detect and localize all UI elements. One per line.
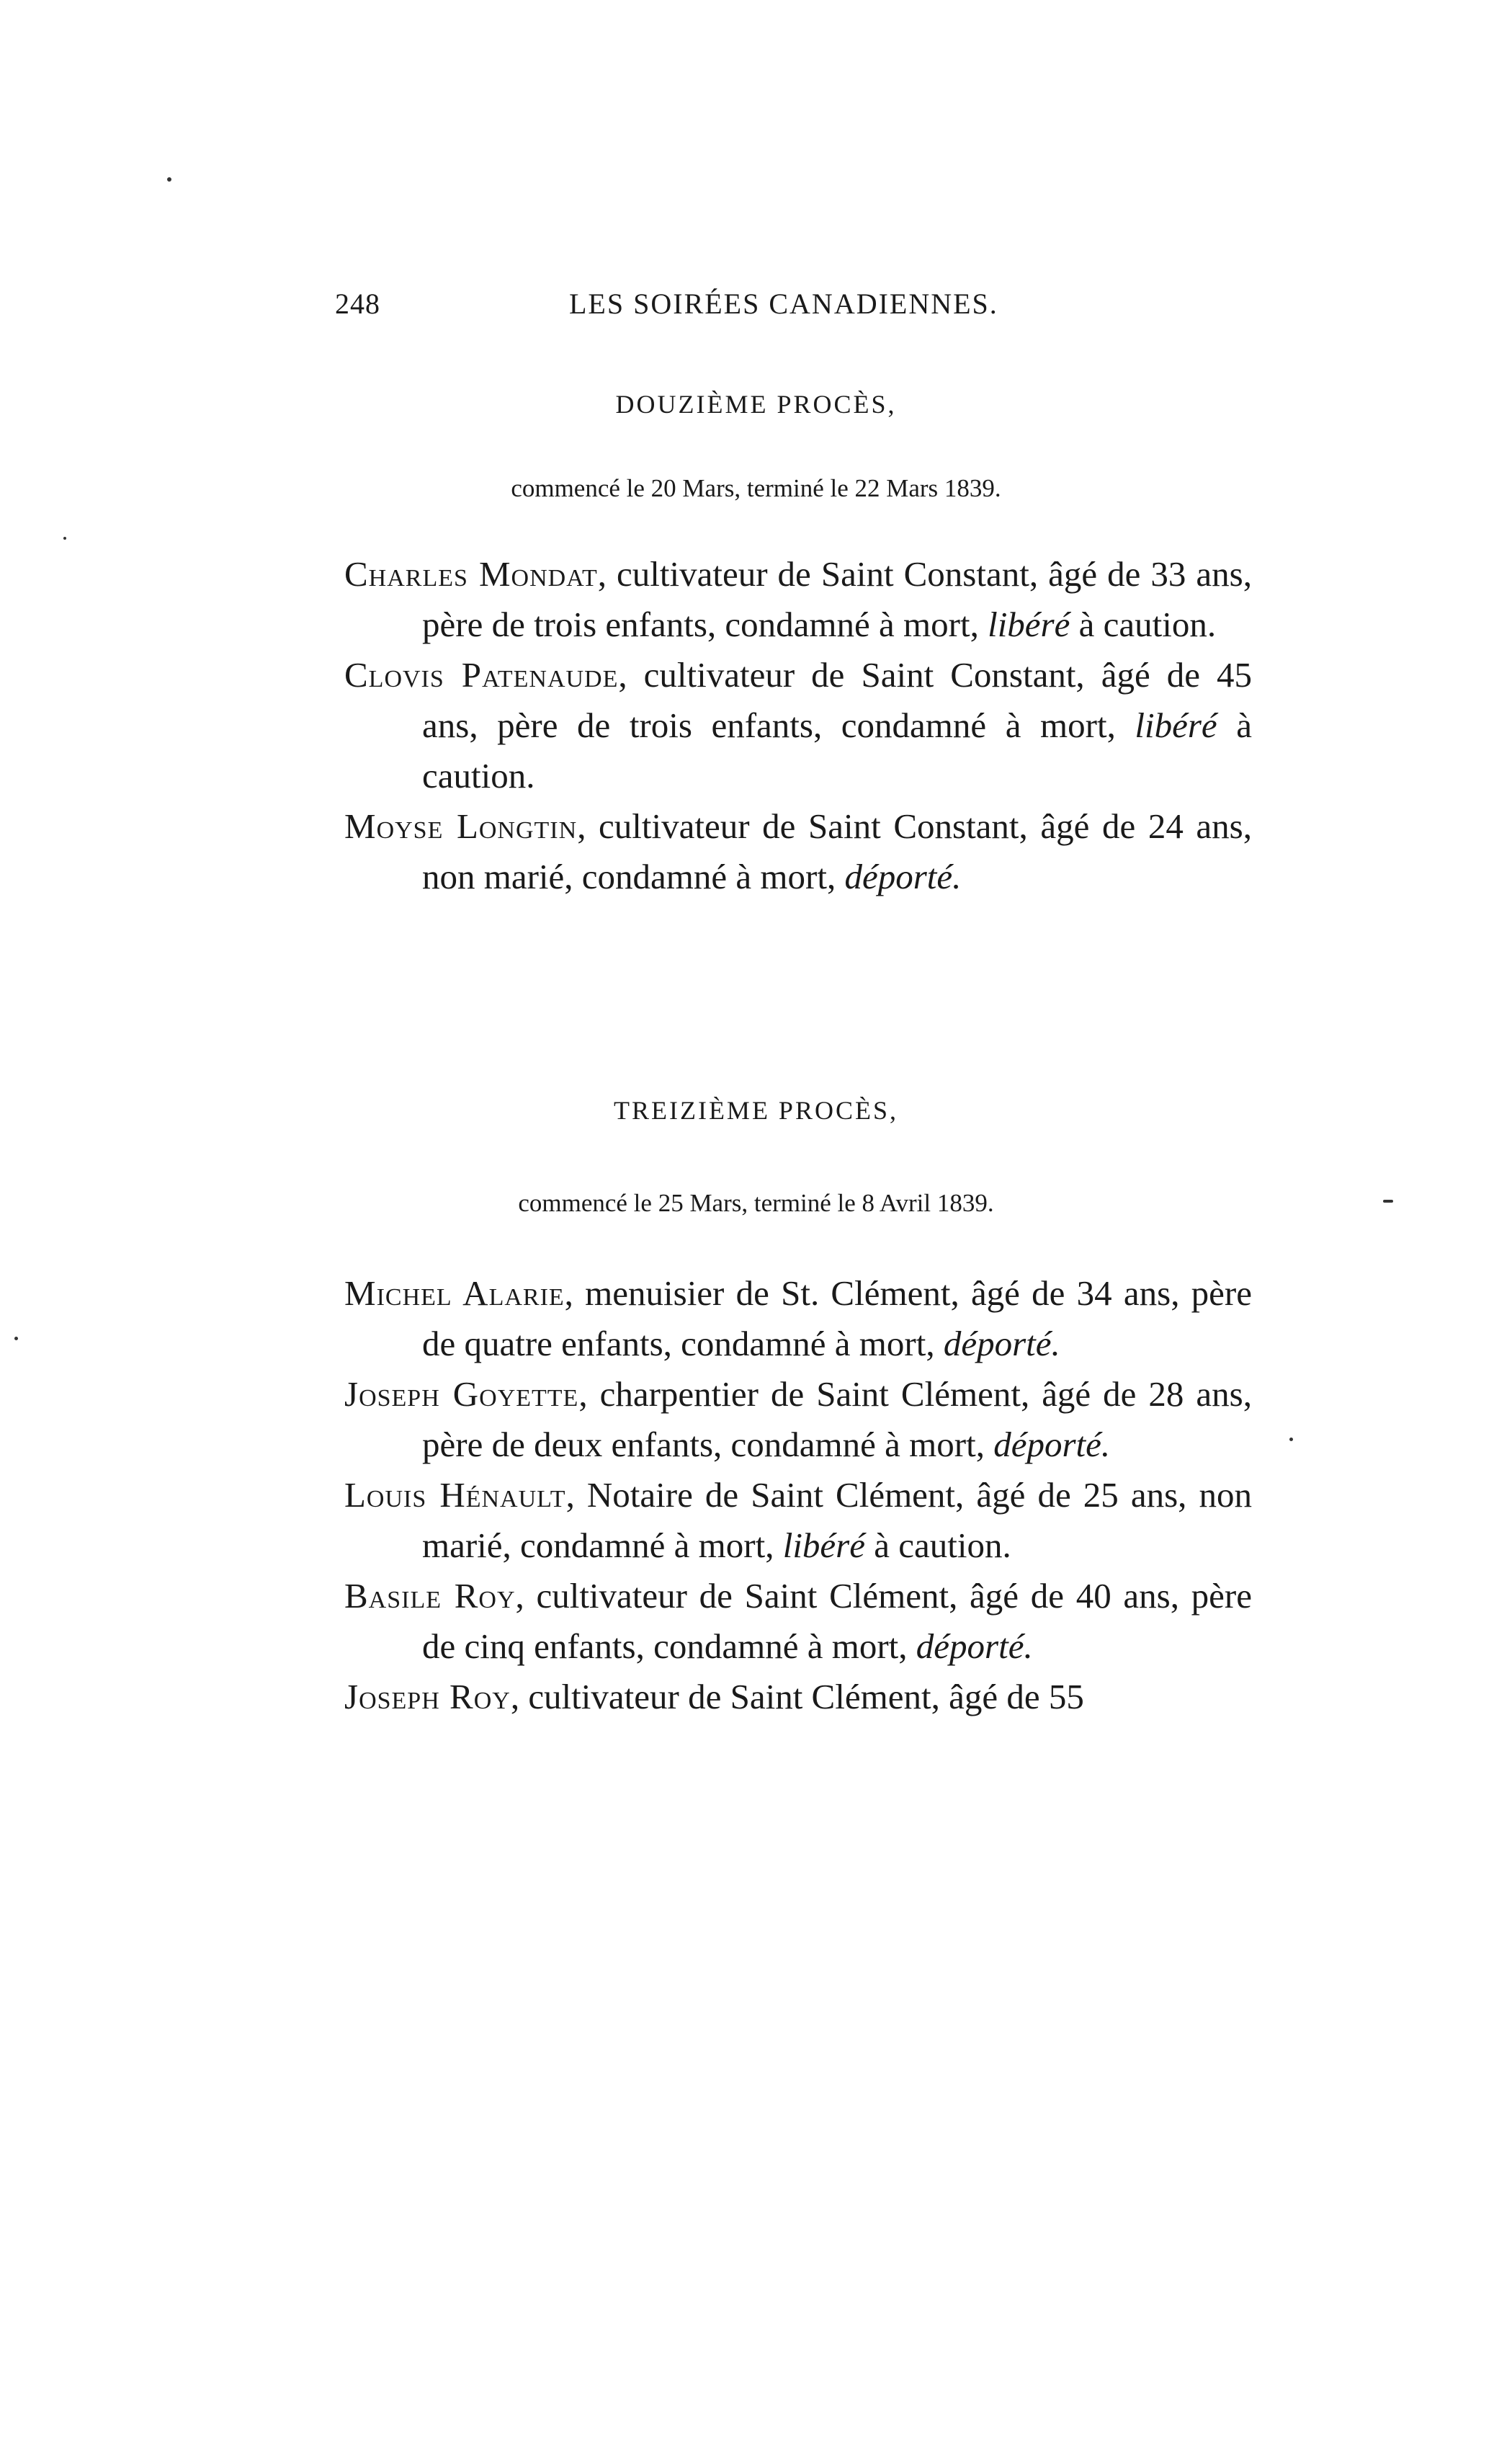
prisoner-name: Clovis Patenaude — [344, 655, 619, 695]
prisoner-fate: libéré — [988, 605, 1070, 644]
trial-dates-treizieme: commencé le 25 Mars, terminé le 8 Avril 1839. — [518, 1189, 994, 1217]
scan-speck — [1289, 1438, 1293, 1441]
trial-entries-douzieme — [344, 549, 1252, 902]
trial-entries-treizieme — [344, 1268, 1252, 1722]
prisoner-entry — [344, 1672, 1252, 1722]
prisoner-name: Michel Alarie — [344, 1273, 565, 1313]
prisoner-details: , menuisier de St. Clément, âgé de 34 ans, père de quatre enfants, condamné à mort, — [422, 1273, 1252, 1363]
prisoner-fate-suffix: à caution. — [865, 1525, 1011, 1565]
prisoner-fate: libéré — [782, 1525, 865, 1565]
prisoner-name: Joseph Roy — [344, 1677, 511, 1716]
prisoner-name: Basile Roy — [344, 1576, 516, 1616]
prisoner-fate: déporté. — [916, 1626, 1033, 1666]
prisoner-entry — [344, 1268, 1252, 1369]
prisoner-entry — [344, 1571, 1252, 1672]
prisoner-fate: déporté. — [844, 857, 962, 896]
prisoner-fate-suffix: à caution. — [1070, 605, 1217, 644]
prisoner-entry — [344, 650, 1252, 801]
running-head — [335, 287, 1225, 330]
prisoner-details: , Notaire de Saint Clément, âgé de 25 ans, non marié, condamné à mort, — [422, 1475, 1252, 1565]
prisoner-details: , charpentier de Saint Clément, âgé de 28 ans, père de deux enfants, condamné à mort, — [422, 1374, 1252, 1464]
prisoner-entry — [344, 801, 1252, 902]
prisoner-name: Joseph Goyette — [344, 1374, 579, 1414]
prisoner-details: , cultivateur de Saint Clément, âgé de 40 ans, père de cinq enfants, condamné à mort, — [422, 1576, 1252, 1666]
trial-heading-douzieme: DOUZIÈME PROCÈS, — [615, 390, 897, 419]
prisoner-details: , cultivateur de Saint Constant, âgé de 45 ans, père de trois enfants, condamné à mort, — [422, 655, 1252, 745]
trial-heading-treizieme: TREIZIÈME PROCÈS, — [613, 1096, 898, 1125]
prisoner-details: , cultivateur de Saint Clément, âgé de 55 — [510, 1677, 1084, 1716]
scan-speck — [63, 537, 66, 540]
trial-dates-douzieme: commencé le 20 Mars, terminé le 22 Mars 1839. — [511, 474, 1001, 502]
prisoner-name: Moyse Longtin — [344, 806, 578, 846]
scan-speck — [14, 1337, 18, 1340]
scan-speck — [167, 177, 171, 182]
prisoner-entry — [344, 549, 1252, 650]
prisoner-fate: déporté. — [993, 1425, 1111, 1464]
prisoner-fate: déporté. — [943, 1324, 1060, 1363]
running-title: LES SOIRÉES CANADIENNES. — [569, 288, 998, 320]
prisoner-entry — [344, 1369, 1252, 1470]
prisoner-name: Louis Hénault — [344, 1475, 566, 1515]
prisoner-entry — [344, 1470, 1252, 1571]
page-number: 248 — [335, 288, 380, 320]
prisoner-fate-suffix: à caution. — [422, 705, 1252, 796]
prisoner-fate: libéré — [1135, 705, 1217, 745]
prisoner-name: Charles Mondat — [344, 554, 598, 594]
prisoner-details: , cultivateur de Saint Constant, âgé de 33 ans, père de trois enfants, condamné à mort, — [422, 554, 1252, 644]
prisoner-details: , cultivateur de Saint Constant, âgé de 24 ans, non marié, condamné à mort, — [422, 806, 1252, 896]
